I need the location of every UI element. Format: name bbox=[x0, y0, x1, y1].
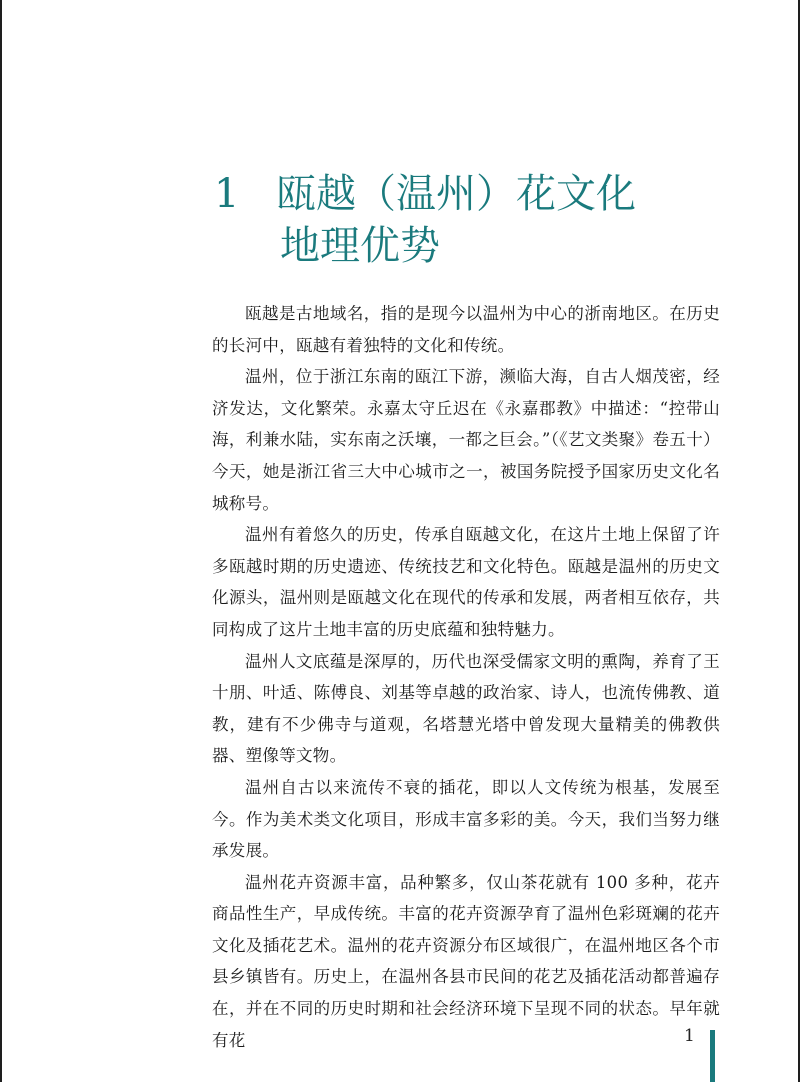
page-number-bar bbox=[710, 1030, 715, 1082]
paragraph: 温州有着悠久的历史，传承自瓯越文化，在这片土地上保留了许多瓯越时期的历史遗迹、传统技艺和文化特色。瓯越是温州的历史文化源头，温州则是瓯越文化在现代的传承和发展，两者相互依存，共同构成了这片土地丰富的历史底蕴和独特魅力。 bbox=[212, 525, 720, 639]
chapter-title-line-1: 瓯越（温州）花文化 bbox=[276, 171, 636, 217]
chapter-number: 1 bbox=[214, 171, 240, 217]
chapter-title-line-2: 地理优势 bbox=[280, 223, 440, 269]
page-border-left bbox=[0, 0, 2, 1082]
paragraph: 温州，位于浙江东南的瓯江下游，濒临大海，自古人烟茂密，经济发达，文化繁荣。永嘉太守丘迟在《永嘉郡教》中描述：“控带山海，利兼水陆，实东南之沃壤，一都之巨会。”（《艺文类聚》卷五十）今天，她是浙江省三大中心城市之一，被国务院授予国家历史文化名城称号。 bbox=[212, 367, 720, 513]
page-number: 1 bbox=[684, 1026, 695, 1046]
paragraph: 温州人文底蕴是深厚的，历代也深受儒家文明的熏陶，养育了王十朋、叶适、陈傅良、刘基等卓越的政治家、诗人，也流传佛教、道教，建有不少佛寺与道观，名塔慧光塔中曾发现大量精美的佛教供器、塑像等文物。 bbox=[212, 651, 720, 766]
paragraph: 温州花卉资源丰富，品种繁多，仅山茶花就有 100 多种，花卉商品性生产，早成传统。丰富的花卉资源孕育了温州色彩斑斓的花卉文化及插花艺术。温州的花卉资源分布区域很广，在温州地区各个市县乡镇皆有。历史上，在温州各县市民间的花艺及插花活动都普遍存在，并在不同的历史时期和社会经济环境下呈现不同的状态。早年就有花 bbox=[212, 872, 720, 1050]
paragraph: 温州自古以来流传不衰的插花，即以人文传统为根基，发展至今。作为美术类文化项目，形成丰富多彩的美。今天，我们当努力继承发展。 bbox=[212, 777, 720, 861]
body-text bbox=[212, 298, 720, 1056]
paragraph: 瓯越是古地域名，指的是现今以温州为中心的浙南地区。在历史的长河中，瓯越有着独特的文化和传统。 bbox=[212, 304, 720, 355]
